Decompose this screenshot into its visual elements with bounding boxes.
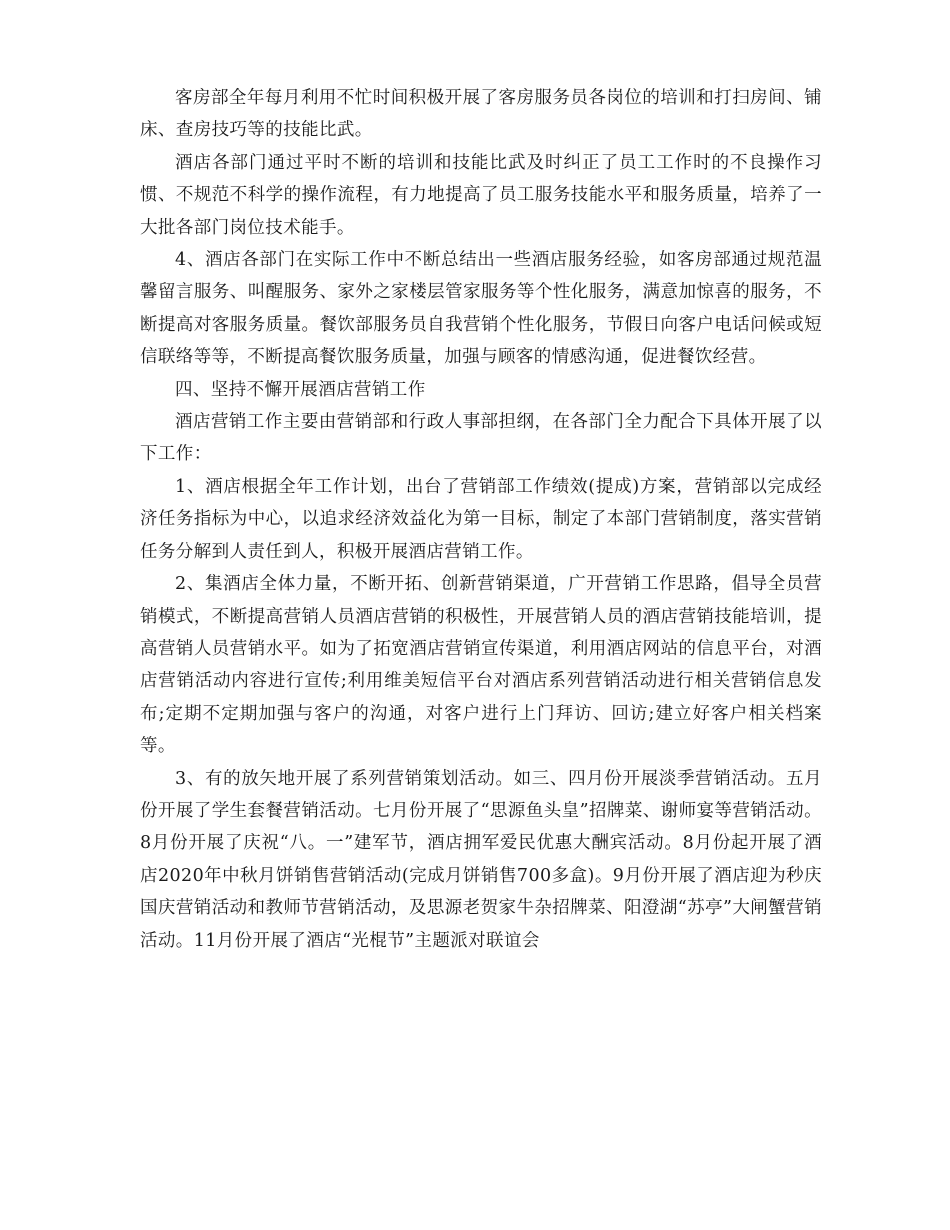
paragraph-6: 2、集酒店全体力量，不断开拓、创新营销渠道，广开营销工作思路，倡导全员营销模式，不断提高营销人员酒店营销的积极性，开展营销人员的酒店营销技能培训，提高营销人员营销水平。如为了拓宽酒店营销宣传渠道，利用酒店网站的信息平台，对酒店营销活动内容进行宣传;利用维美短信平台对酒店系列营销活动进行相关营销信息发布;定期不定期加强与客户的沟通，对客户进行上门拜访、回访;建立好客户相关档案等。	[140, 574, 822, 757]
section-heading: 四、坚持不懈开展酒店营销工作	[175, 379, 426, 400]
paragraph-4: 酒店营销工作主要由营销部和行政人事部担纲，在各部门全力配合下具体开展了以下工作：	[140, 412, 822, 465]
paragraph-2: 酒店各部门通过平时不断的培训和技能比武及时纠正了员工工作时的不良操作习惯、不规范不科学的操作流程，有力地提高了员工服务技能水平和服务质量，培养了一大批各部门岗位技术能手。	[140, 152, 822, 238]
paragraph-7: 3、有的放矢地开展了系列营销策划活动。如三、四月份开展淡季营销活动。五月份开展了学生套餐营销活动。七月份开展了“思源鱼头皇”招牌菜、谢师宴等营销活动。8月份开展了庆祝“八。一”建军节，酒店拥军爱民优惠大酬宾活动。8月份起开展了酒店2020年中秋月饼销售营销活动(完成月饼销售700多盒)。9月份开展了酒店迎为秒庆国庆营销活动和教师节营销活动，及思源老贺家牛杂招牌菜、阳澄湖“苏亭”大闸蟹营销活动。11月份开展了酒店“光棍节”主题派对联谊会	[140, 768, 822, 951]
paragraph-1: 客房部全年每月利用不忙时间积极开展了客房服务员各岗位的培训和打扫房间、铺床、查房技巧等的技能比武。	[140, 88, 822, 141]
paragraph-3: 4、酒店各部门在实际工作中不断总结出一些酒店服务经验，如客房部通过规范温馨留言服务、叫醒服务、家外之家楼层管家服务等个性化服务，满意加惊喜的服务，不断提高对客服务质量。餐饮部服务员自我营销个性化服务，节假日向客户电话问候或短信联络等等，不断提高餐饮服务质量，加强与顾客的情感沟通，促进餐饮经营。	[140, 250, 822, 368]
paragraph-5: 1、酒店根据全年工作计划，出台了营销部工作绩效(提成)方案，营销部以完成经济任务指标为中心，以追求经济效益化为第一目标，制定了本部门营销制度，落实营销任务分解到人责任到人，积极开展酒店营销工作。	[140, 476, 822, 562]
